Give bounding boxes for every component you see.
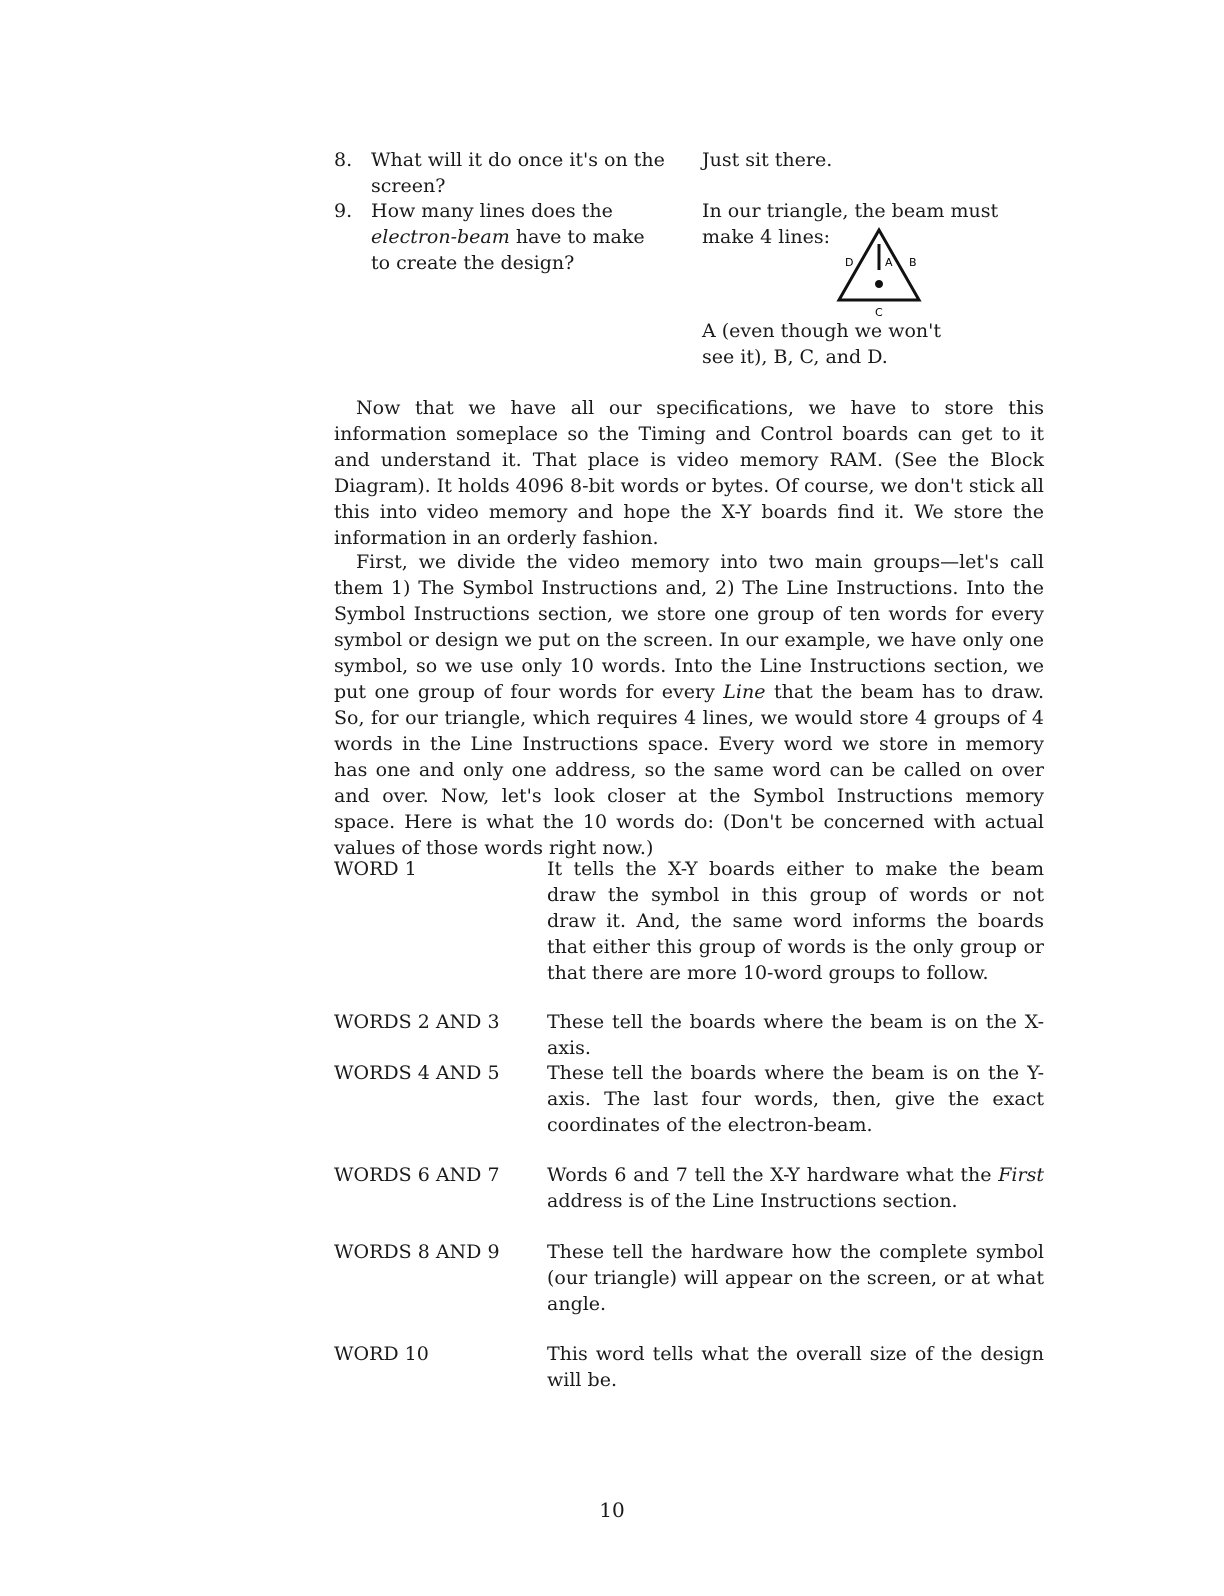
word-description-part: address is of the Line Instructions section. — [547, 1190, 958, 1212]
word-label: WORDS 8 AND 9 — [334, 1241, 500, 1263]
page-number: 10 — [599, 1498, 625, 1522]
answer-line: make 4 lines: — [702, 226, 831, 248]
question-text-part: have to make to create the design? — [371, 226, 645, 274]
paragraph-text: First, we divide the video memory into two main groups—let's call them 1) The Symbol Instructions and, 2) The Line Instructions. Into the Symbol Instructions section, we store one group of ten words for every symbol or design we put on the screen. In our example, we have only one symbol, so we use only 10 words. Into the Line Instructions section, we put one group of four words for every — [334, 551, 1044, 703]
word-label: WORDS 6 AND 7 — [334, 1164, 500, 1186]
word-description: These tell the boards where the beam is on the Y-axis. The last four words, then, give the exact coordinates of the electron-beam. — [547, 1062, 1044, 1136]
label-b: B — [909, 256, 917, 269]
word-description: It tells the X-Y boards either to make the beam draw the symbol in this group of words or not draw it. And, the same word informs the boards that either this group of words is the only group or that there are more 10-word groups to follow. — [547, 858, 1044, 984]
answer-text: Just sit there. — [702, 149, 833, 171]
word-label: WORDS 2 AND 3 — [334, 1011, 500, 1033]
answer-line: In our triangle, the beam must — [702, 200, 999, 222]
word-description: These tell the boards where the beam is on the X-axis. — [547, 1011, 1044, 1059]
word-description-emphasis: First — [998, 1164, 1044, 1186]
word-description — [547, 1162, 1044, 1214]
word-label: WORD 1 — [334, 858, 417, 880]
question-text-part: How many lines does the — [371, 200, 613, 222]
question-number: 9. — [334, 200, 353, 222]
answer-after: A (even though we won't see it), B, C, and D. — [702, 320, 942, 368]
word-description-part: Words 6 and 7 tell the X-Y hardware what the — [547, 1164, 992, 1186]
paragraph-1: Now that we have all our specifications, we have to store this information someplace so the Timing and Control boards can get to it and understand it. That place is video memory RAM. (See the Block Diagram). It holds 4096 8-bit words or bytes. Of course, we don't stick all this into video memory and hope the X-Y boards find it. We store the information in an orderly fashion. — [334, 397, 1044, 549]
label-a: A — [885, 256, 893, 269]
beam-dot — [875, 280, 883, 288]
label-c: C — [875, 306, 883, 318]
word-label: WORDS 4 AND 5 — [334, 1062, 500, 1084]
paragraph-text: that the beam has to draw. So, for our triangle, which requires 4 lines, we would store 4 groups of 4 words in the Line Instructions space. Every word we store in memory has one and only one address, so the same word can be called on over and over. Now, let's look closer at the Symbol Instructions memory space. Here is what the 10 words do: (Don't be concerned with actual values of those words right now.) — [334, 681, 1044, 859]
question-emphasis: electron-beam — [371, 226, 510, 248]
paragraph-emphasis: Line — [723, 681, 766, 703]
question-text — [371, 198, 661, 276]
word-description: This word tells what the overall size of the design will be. — [547, 1343, 1044, 1391]
word-label: WORD 10 — [334, 1343, 429, 1365]
paragraph-2 — [334, 549, 1044, 861]
word-description: These tell the hardware how the complete symbol (our triangle) will appear on the screen, or at what angle. — [547, 1241, 1044, 1315]
question-number: 8. — [334, 149, 353, 171]
triangle-diagram — [833, 226, 925, 318]
question-text: What will it do once it's on the screen? — [371, 149, 665, 197]
label-d: D — [845, 256, 854, 269]
